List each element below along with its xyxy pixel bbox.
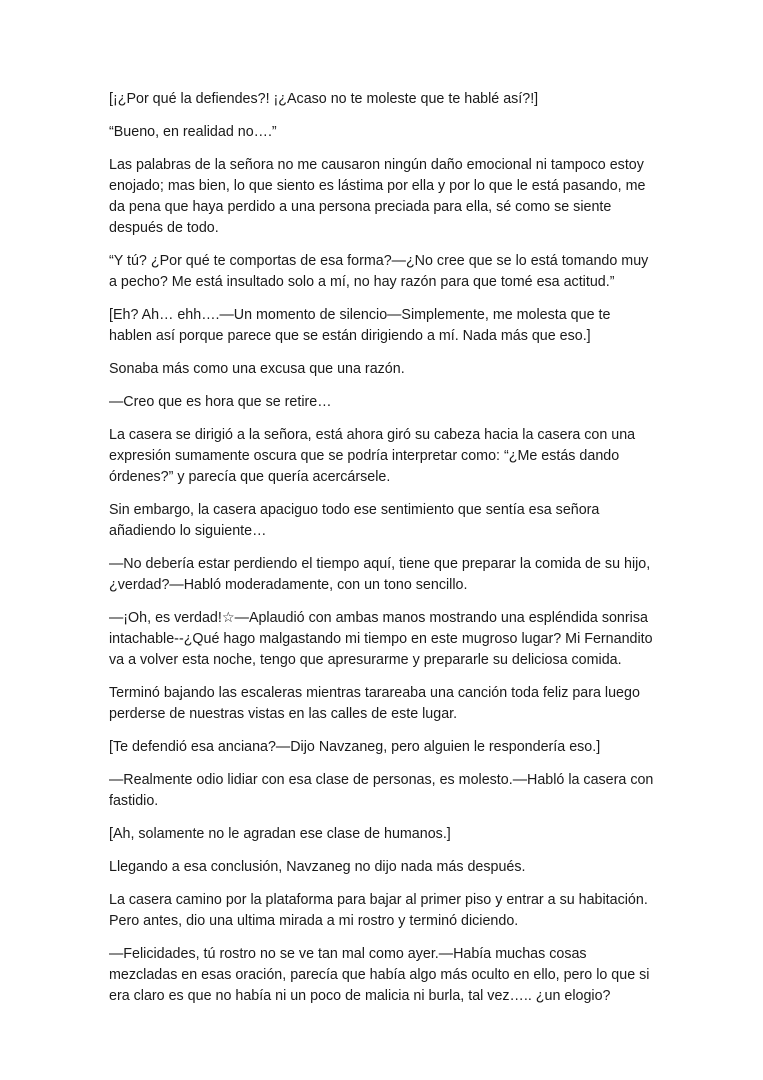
paragraph: Llegando a esa conclusión, Navzaneg no dijo nada más después.: [109, 859, 526, 875]
paragraph: La casera camino por la plataforma para bajar al primer piso y entrar a su habitación. Pero antes, dio una ultima mirada a mi rostro y terminó diciendo.: [109, 892, 648, 929]
paragraph: [¡¿Por qué la defiendes?! ¡¿Acaso no te moleste que te hablé así?!]: [109, 91, 539, 107]
paragraph: “Bueno, en realidad no….”: [109, 124, 277, 140]
paragraph: [Eh? Ah… ehh….—Un momento de silencio—Simplemente, me molesta que te hablen así porque parece que se están dirigiendo a mí. Nada más que eso.]: [109, 307, 611, 344]
paragraph: —¡Oh, es verdad!☆—Aplaudió con ambas manos mostrando una espléndida sonrisa intachable--¿Qué hago malgastando mi tiempo en este mugroso lugar? Mi Fernandito va a volver esta noche, tengo que apresurarme y prepararle su deliciosa comida.: [109, 610, 653, 668]
paragraph: “Y tú? ¿Por qué te comportas de esa forma?—¿No cree que se lo está tomando muy a pecho? Me está insultado solo a mí, no hay razón para que tomé esa actitud.”: [109, 253, 649, 290]
paragraph: —Felicidades, tú rostro no se ve tan mal como ayer.—Había muchas cosas mezcladas en esas oración, parecía que había algo más oculto en ello, pero lo que si era claro es que no había ni un poco de malicia ni burla, tal vez….. ¿un elogio?: [109, 946, 650, 1004]
paragraph: [Te defendió esa anciana?—Dijo Navzaneg, pero alguien le respondería eso.]: [109, 739, 601, 755]
paragraph: Sonaba más como una excusa que una razón.: [109, 361, 405, 377]
paragraph: Terminó bajando las escaleras mientras tarareaba una canción toda feliz para luego perderse de nuestras vistas en las calles de este lugar.: [109, 685, 640, 722]
paragraph: —Creo que es hora que se retire…: [109, 394, 332, 410]
paragraph: Las palabras de la señora no me causaron ningún daño emocional ni tampoco estoy enojado; mas bien, lo que siento es lástima por ella y por lo que le está pasando, me da pena que haya perdido a una persona preciada para ella, sé como se siente después de todo.: [109, 157, 646, 236]
paragraph: —Realmente odio lidiar con esa clase de personas, es molesto.—Habló la casera con fastidio.: [109, 772, 654, 809]
paragraph: La casera se dirigió a la señora, está ahora giró su cabeza hacia la casera con una expresión sumamente oscura que se podría interpretar como: “¿Me estás dando órdenes?” y parecía que quería acercársele.: [109, 427, 636, 485]
document-page: [109, 89, 657, 1019]
paragraph: Sin embargo, la casera apaciguo todo ese sentimiento que sentía esa señora añadiendo lo siguiente…: [109, 502, 600, 539]
paragraph: —No debería estar perdiendo el tiempo aquí, tiene que preparar la comida de su hijo, ¿verdad?—Habló moderadamente, con un tono sencillo.: [109, 556, 651, 593]
paragraph: [Ah, solamente no le agradan ese clase de humanos.]: [109, 826, 451, 842]
